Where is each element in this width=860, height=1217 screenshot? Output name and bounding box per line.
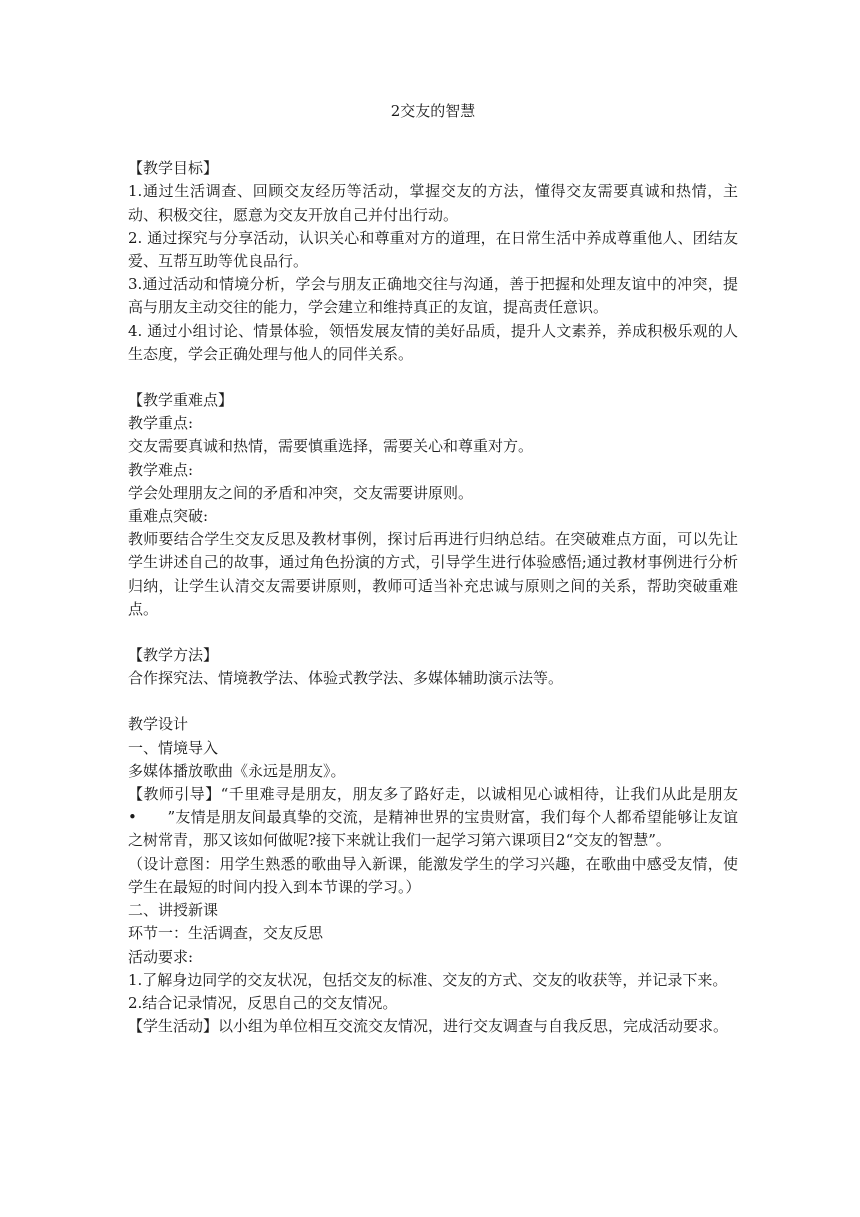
activity-item-1: 1.了解身边同学的交友状况，包括交友的标准、交友的方式、交友的收获等，并记录下来。 (128, 970, 728, 989)
section1-title: 一、情境导入 (128, 738, 219, 757)
objective-item-4: 4. 通过小组讨论、情景体验，领悟发展友情的美好品质，提升人文素养，养成积极乐观的人生态度，学会正确处理与他人的同伴关系。 (128, 321, 738, 363)
section1-line1: 多媒体播放歌曲《永远是朋友》。 (128, 761, 346, 780)
methods-text: 合作探究法、情境教学法、体验式教学法、多媒体辅助演示法等。 (128, 669, 564, 688)
document-page (128, 100, 738, 1038)
objective-item-1: 1.通过生活调查、回顾交友经历等活动，掌握交友的方法，懂得交友需要真诚和热情，主动、积极交往，愿意为交友开放自己并付出行动。 (128, 182, 738, 224)
student-activity: 【学生活动】以小组为单位相互交流交友情况，进行交友调查与自我反思，完成活动要求。 (128, 1017, 729, 1036)
objective-item-3: 3.通过活动和情境分析，学会与朋友正确地交往与沟通，善于把握和处理友谊中的冲突，提高与朋友主动交往的能力，学会建立和维持真正的友谊，提高责任意识。 (128, 275, 738, 317)
section1-design-intent: （设计意图：用学生熟悉的歌曲导入新课，能激发学生的学习兴趣，在歌曲中感受友情，使学生在最短的时间内投入到本节课的学习。） (128, 854, 738, 896)
objective-item-2: 2. 通过探究与分享活动，认识关心和尊重对方的道理，在日常生活中养成尊重他人、团结友爱、互帮互助等优良品行。 (128, 228, 738, 271)
document-title: 2交友的智慧 (390, 102, 476, 120)
breakthrough-text: 教师要结合学生交友反思及教材事例，探讨后再进行归纳总结。在突破难点方面，可以先让学生讲述自己的故事，通过角色扮演的方式，引导学生进行体验感悟;通过教材事例进行分析归纳，让学生认清交友需要讲原则，教师可适当补充忠诚与原则之间的关系，帮助突破重难点。 (128, 530, 738, 618)
spacer (128, 366, 738, 389)
key-point-label: 教学重点: (128, 414, 194, 433)
key-points-heading: 【教学重难点】 (128, 391, 234, 410)
key-point-text: 交友需要真诚和热情，需要慎重选择，需要关心和尊重对方。 (128, 437, 534, 456)
section1-teacher-guide: 【教师引导】“千里难寻是朋友，朋友多了路好走，以诚相见心诚相待，让我们从此是朋友 • ”友情是朋友间最真挚的交流，是精神世界的宝贵财富，我们每个人都希望能够让友谊之树常青，那又该如何做呢?接下来就让我们一起学习第六课项目2“交友的智慧”。 (128, 785, 738, 850)
activity-item-2: 2.结合记录情况，反思自己的交友情况。 (128, 993, 398, 1012)
link1-title: 环节一：生活调查，交友反思 (128, 924, 324, 943)
objectives-heading: 【教学目标】 (128, 159, 219, 178)
breakthrough-label: 重难点突破: (128, 507, 209, 526)
spacer (128, 690, 738, 713)
difficult-point-text: 学会处理朋友之间的矛盾和冲突，交友需要讲原则。 (128, 483, 474, 502)
activity-label: 活动要求: (128, 947, 194, 966)
design-heading: 教学设计 (128, 715, 189, 734)
section2-title: 二、讲授新课 (128, 901, 219, 920)
difficult-point-label: 教学难点: (128, 460, 194, 479)
methods-heading: 【教学方法】 (128, 646, 219, 665)
spacer (128, 621, 738, 644)
